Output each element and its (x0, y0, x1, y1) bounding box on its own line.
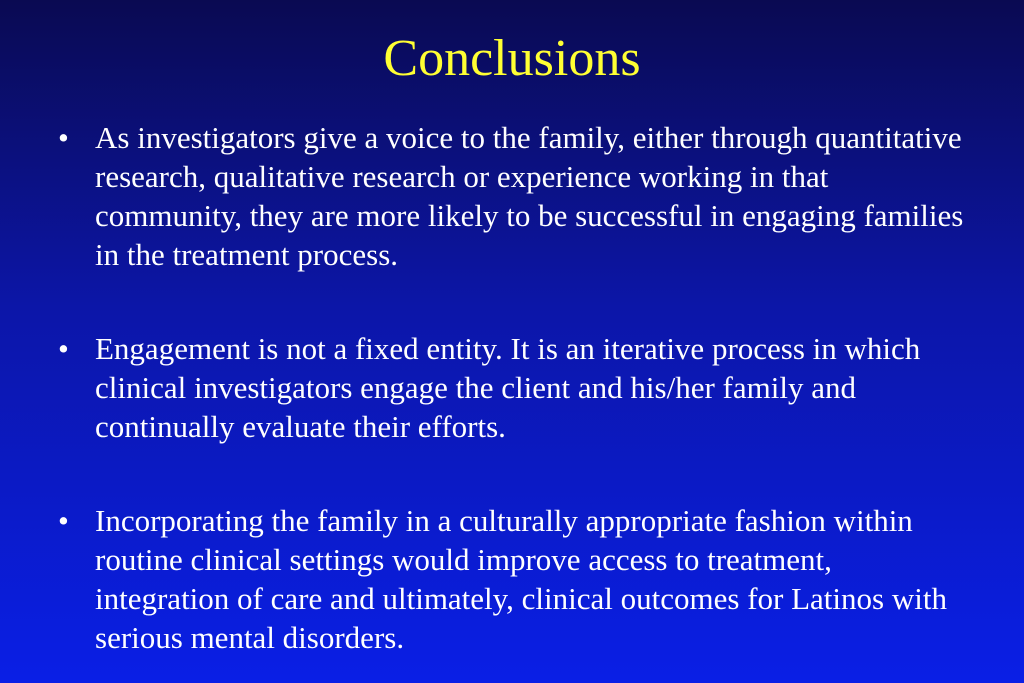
bullet-text: As investigators give a voice to the family, either through quantitative research, qualitative research or experience working in that community, they are more likely to be successful in engaging families in the treatment process. (95, 120, 964, 272)
bullet-point-icon: • (58, 503, 69, 538)
bullet-list (0, 118, 1024, 657)
bullet-text: Incorporating the family in a culturally appropriate fashion within routine clinical settings would improve access to treatment, integration of care and ultimately, clinical outcomes for Latinos with serious mental disorders. (95, 503, 947, 655)
bullet-item (0, 118, 1024, 274)
slide-title: Conclusions (383, 30, 641, 87)
bullet-point-icon: • (58, 331, 69, 366)
bullet-item (0, 329, 1024, 446)
bullet-point-icon: • (58, 120, 69, 155)
bullet-item (0, 501, 1024, 657)
bullet-text: Engagement is not a fixed entity. It is an iterative process in which clinical investigators engage the client and his/her family and continually evaluate their efforts. (95, 331, 921, 444)
